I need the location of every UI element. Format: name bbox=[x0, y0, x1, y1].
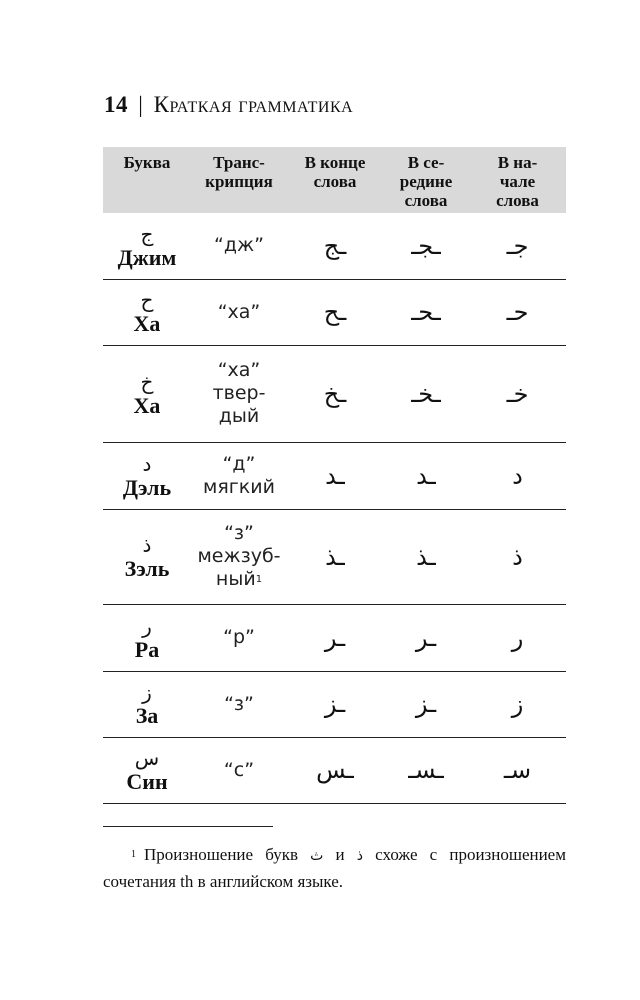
letter-name: Зэль bbox=[124, 555, 170, 581]
initial-form: د bbox=[469, 442, 566, 509]
medial-form: ـر bbox=[383, 604, 469, 671]
arabic-letter: س bbox=[134, 746, 160, 770]
transcription: “ха” твер- дый bbox=[191, 345, 287, 442]
table-row bbox=[103, 671, 566, 737]
final-form: ـج bbox=[287, 213, 383, 279]
page-number: 14 bbox=[104, 92, 128, 117]
letter-cell bbox=[103, 442, 191, 509]
page-header bbox=[104, 92, 353, 118]
initial-form: ز bbox=[469, 671, 566, 737]
footnote-mark: 1 bbox=[131, 849, 136, 860]
letter-name: Дэль bbox=[122, 474, 172, 500]
table-row bbox=[103, 345, 566, 442]
arabic-letter: ر bbox=[142, 613, 152, 638]
table-row bbox=[103, 442, 566, 509]
transcription: “з” bbox=[191, 671, 287, 737]
final-form: ـخ bbox=[287, 345, 383, 442]
final-form: ـس bbox=[287, 737, 383, 803]
initial-form: حـ bbox=[469, 279, 566, 345]
footnote-text-after: схоже с произношением сочетания th в английском языке. bbox=[103, 845, 566, 891]
arabic-letter: ز bbox=[142, 680, 152, 704]
medial-form: ـسـ bbox=[383, 737, 469, 803]
transcription: “р” bbox=[191, 604, 287, 671]
footnote bbox=[103, 842, 566, 894]
initial-form: ذ bbox=[469, 509, 566, 604]
transcription: “ха” bbox=[191, 279, 287, 345]
final-form: ـر bbox=[287, 604, 383, 671]
footnote-text-before: Произношение букв bbox=[144, 845, 299, 864]
table-row bbox=[103, 279, 566, 345]
medial-form: ـذ bbox=[383, 509, 469, 604]
footnote-ref: 1 bbox=[255, 574, 263, 585]
letter-cell bbox=[103, 671, 191, 737]
arabic-letter: ذ bbox=[142, 532, 152, 557]
footnote-letter-a: ث bbox=[310, 848, 324, 864]
letter-name: За bbox=[135, 703, 159, 728]
final-form: ـد bbox=[287, 442, 383, 509]
final-form: ـذ bbox=[287, 509, 383, 604]
alphabet-table bbox=[103, 147, 566, 804]
initial-form: جـ bbox=[469, 213, 566, 279]
initial-form: خـ bbox=[469, 345, 566, 442]
table-header-row bbox=[103, 147, 566, 213]
header-separator: | bbox=[138, 92, 144, 117]
letter-name: Син bbox=[126, 769, 168, 794]
arabic-letter: ح bbox=[140, 288, 154, 312]
footnote-letter-b: ذ bbox=[356, 848, 364, 864]
letter-cell bbox=[103, 279, 191, 345]
final-form: ـز bbox=[287, 671, 383, 737]
chapter-title: Краткая грамматика bbox=[153, 92, 354, 117]
medial-form: ـد bbox=[383, 442, 469, 509]
header-transcription: Транс- крипция bbox=[191, 147, 287, 213]
transcription: “дж” bbox=[191, 213, 287, 279]
arabic-letter: د bbox=[142, 451, 152, 476]
footnote-conj: и bbox=[335, 845, 345, 864]
initial-form: ر bbox=[469, 604, 566, 671]
table-row bbox=[103, 604, 566, 671]
transcription: “д” мягкий bbox=[191, 442, 287, 509]
letter-name: Ха bbox=[133, 392, 161, 418]
medial-form: ـجـ bbox=[383, 213, 469, 279]
letter-cell bbox=[103, 737, 191, 803]
letter-cell bbox=[103, 509, 191, 604]
arabic-letter: ج bbox=[140, 221, 154, 246]
header-initial: В на- чале слова bbox=[469, 147, 566, 213]
arabic-letter: خ bbox=[140, 369, 154, 394]
medial-form: ـز bbox=[383, 671, 469, 737]
final-form: ـح bbox=[287, 279, 383, 345]
letter-name: Джим bbox=[117, 244, 177, 270]
transcription: “з” межзуб- ный$^1$ bbox=[191, 509, 287, 604]
letter-name: Ра bbox=[134, 636, 160, 662]
header-medial: В се- редине слова bbox=[383, 147, 469, 213]
header-letter: Буква bbox=[103, 147, 191, 213]
letter-cell bbox=[103, 345, 191, 442]
letter-name: Ха bbox=[133, 311, 161, 336]
medial-form: ـحـ bbox=[383, 279, 469, 345]
table-row bbox=[103, 213, 566, 279]
table-row bbox=[103, 509, 566, 604]
medial-form: ـخـ bbox=[383, 345, 469, 442]
header-final: В конце слова bbox=[287, 147, 383, 213]
footnote-divider bbox=[103, 826, 273, 827]
letter-cell bbox=[103, 213, 191, 279]
letter-cell bbox=[103, 604, 191, 671]
initial-form: سـ bbox=[469, 737, 566, 803]
table-row bbox=[103, 737, 566, 803]
transcription: “с” bbox=[191, 737, 287, 803]
